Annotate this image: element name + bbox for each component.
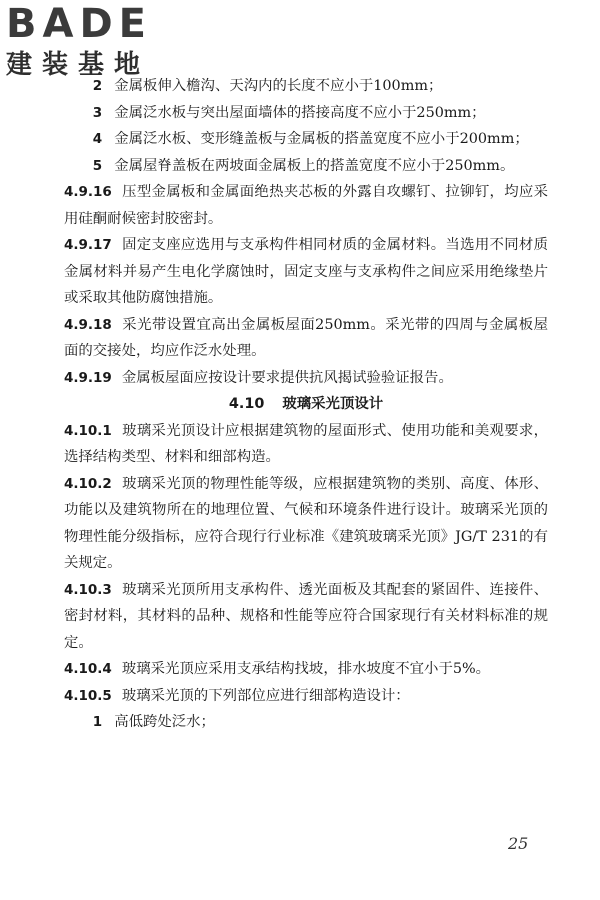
clause-number: 4.10.2 [64, 475, 112, 492]
document-body [64, 73, 548, 736]
clause-number: 4.10.3 [64, 581, 112, 598]
logo-text-en: BADE [6, 1, 152, 47]
item-number: 1 [92, 714, 103, 730]
item-number: 4 [92, 131, 103, 147]
clause-number: 4.10.4 [64, 661, 112, 677]
clause-paragraph [64, 471, 548, 577]
clause-number: 4.10.1 [64, 422, 112, 439]
clause-text: 玻璃采光顶设计应根据建筑物的屋面形式、使用功能和美观要求，选择结构类型、材料和细部构造。 [64, 422, 548, 465]
item-text: 金属泛水板与突出屋面墙体的搭接高度不应小于250mm； [114, 104, 486, 121]
clause-paragraph [64, 179, 548, 232]
clause-text: 固定支座应选用与支承构件相同材质的金属材料。当选用不同材质金属材料并易产生电化学腐蚀时，固定支座与支承构件之间应采用绝缘垫片或采取其他防腐蚀措施。 [64, 237, 548, 306]
list-item [64, 153, 548, 180]
list-item [64, 126, 548, 153]
section-number: 4.10 [228, 396, 265, 412]
clause-paragraph [64, 418, 548, 471]
clause-number: 4.9.17 [64, 237, 112, 253]
clause-text: 金属板屋面应按设计要求提供抗风揭试验验证报告。 [121, 369, 453, 386]
clause-text: 压型金属板和金属面绝热夹芯板的外露自攻螺钉、拉铆钉，均应采用硅酮耐候密封胶密封。 [64, 184, 548, 227]
clause-number: 4.9.18 [64, 316, 112, 333]
section-title: 玻璃采光顶设计 [282, 396, 384, 412]
clause-number: 4.9.16 [64, 184, 112, 200]
list-item [64, 709, 548, 736]
clause-number: 4.10.5 [64, 687, 112, 704]
item-text: 金属泛水板、变形缝盖板与金属板的搭盖宽度不应小于200mm； [114, 131, 529, 147]
item-text: 金属屋脊盖板在两坡面金属板上的搭盖宽度不应小于250mm。 [114, 157, 515, 174]
item-number: 2 [92, 78, 103, 94]
section-heading [64, 391, 548, 418]
clause-paragraph [64, 683, 548, 710]
item-text: 高低跨处泛水； [114, 714, 215, 730]
clause-number: 4.9.19 [64, 369, 112, 386]
item-text: 金属板伸入檐沟、天沟内的长度不应小于100mm； [114, 78, 443, 94]
clause-paragraph [64, 232, 548, 312]
list-item [64, 73, 548, 100]
clause-text: 采光带设置宜高出金属板屋面250mm。采光带的四周与金属板屋面的交接处，均应作泛水处理。 [64, 316, 548, 359]
page-number: 25 [508, 834, 529, 853]
clause-paragraph [64, 365, 548, 392]
item-number: 3 [92, 104, 103, 121]
clause-text: 玻璃采光顶应采用支承结构找坡，排水坡度不宜小于5%。 [121, 661, 491, 677]
clause-text: 玻璃采光顶的下列部位应进行细部构造设计： [121, 687, 410, 704]
clause-text: 玻璃采光顶所用支承构件、透光面板及其配套的紧固件、连接件、密封材料，其材料的品种、规格和性能等应符合国家现行有关材料标准的规定。 [64, 581, 548, 651]
clause-paragraph [64, 656, 548, 683]
logo-text-cn: 建装基地 [6, 50, 151, 80]
clause-text: 玻璃采光顶的物理性能等级，应根据建筑物的类别、高度、体形、功能以及建筑物所在的地理位置、气候和环境条件进行设计。玻璃采光顶的物理性能分级指标，应符合现行行业标准《建筑玻璃采光顶》JG/T 231的有关规定。 [64, 475, 548, 571]
list-item [64, 100, 548, 127]
item-number: 5 [92, 157, 103, 174]
clause-paragraph [64, 312, 548, 365]
clause-paragraph [64, 577, 548, 657]
